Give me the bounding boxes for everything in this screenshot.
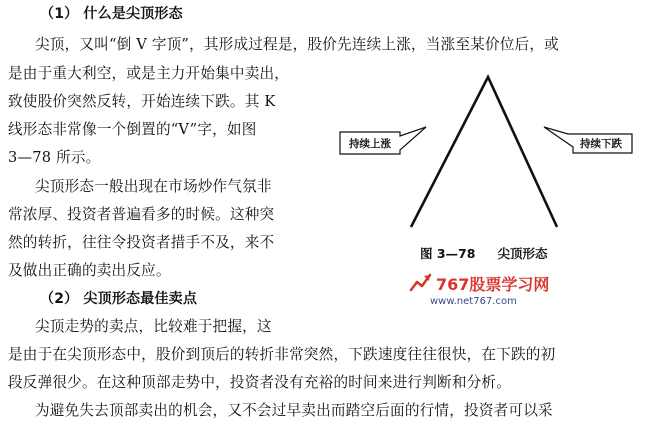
figure-inverted-v	[336, 70, 636, 270]
paragraph-line: 然的转折，往往令投资者措手不及，来不	[8, 234, 275, 251]
paragraph-line: 是由于在尖顶形态中，股价到顶后的转折非常突然，下跌速度往往很快，在下跌的初	[8, 346, 556, 363]
paragraph-line: 尖顶形态一般出现在市场炒作气氛非	[35, 178, 272, 195]
section-1-heading: （1） 什么是尖顶形态	[40, 6, 183, 22]
paragraph-line: 是由于重大利空，或是主力开始集中卖出，	[8, 65, 290, 82]
inverted-v-diagram	[336, 70, 636, 270]
section-2-heading: （2） 尖顶形态最佳卖点	[40, 291, 198, 307]
watermark-title: 767股票学习网	[436, 275, 550, 294]
paragraph-line: 常浓厚、投资者普遍看多的时候。这种突	[8, 206, 275, 223]
paragraph-line: 及做出正确的卖出反应。	[8, 262, 171, 279]
paragraph-line: 尖顶走势的卖点，比较难于把握，这	[35, 318, 272, 335]
paragraph-line: 尖顶，又叫“倒 V 字顶”，其形成过程是，股价先连续上涨，当涨至某价位后，或	[35, 36, 559, 53]
paragraph-line: 致使股价突然反转，开始连续下跌。其 K	[8, 93, 276, 110]
figure-title: 尖顶形态	[497, 246, 548, 261]
paragraph-line: 线形态非常像一个倒置的“V”字，如图	[8, 121, 257, 138]
figure-number: 图 3—78	[420, 246, 476, 261]
paragraph-line: 为避免失去顶部卖出的机会，又不会过早卖出而踏空后面的行情，投资者可以采	[35, 402, 553, 419]
inverted-v-line	[411, 77, 557, 227]
stock-chart-logo-icon	[408, 270, 434, 296]
figure-caption	[420, 244, 547, 262]
site-watermark	[408, 270, 558, 316]
watermark-url: www.net767.com	[430, 296, 517, 307]
falling-label: 持续下跌	[580, 138, 622, 150]
paragraph-line: 段反弹很少。在这种顶部走势中，投资者没有充裕的时间来进行判断和分析。	[8, 374, 511, 391]
paragraph-line: 3—78 所示。	[8, 149, 101, 166]
rising-label: 持续上涨	[349, 138, 391, 150]
